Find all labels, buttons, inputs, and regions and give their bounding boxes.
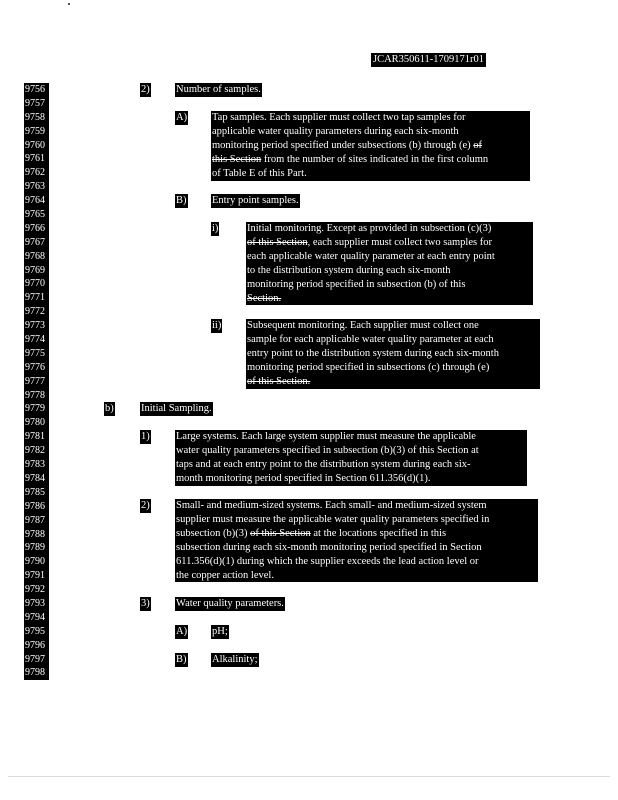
struck-text: of this Section (247, 236, 308, 248)
item-b1-line: month monitoring period specified in Section 611.356(d)(1). (176, 472, 431, 484)
line-number: 9793 (25, 597, 45, 609)
item-2Bi-label: i) (212, 223, 219, 234)
item-b2-line: subsection during each six-month monitoring period specified in Section (176, 541, 482, 553)
item-b-heading: Initial Sampling. (141, 403, 212, 414)
item-b1-label: 1) (141, 431, 150, 442)
line-number: 9765 (25, 209, 45, 221)
line-number: 9774 (25, 334, 45, 346)
item-2A-line: monitoring period specified under subsections (b) through (e) of (212, 139, 483, 151)
line-number: 9762 (25, 167, 45, 179)
item-b2-line: Small- and medium-sized systems. Each small- and medium-sized system (176, 500, 487, 511)
item-b2-line: subsection (b)(3) of this Section at the locations specified in this (176, 527, 447, 539)
line-number: 9767 (25, 236, 45, 248)
line-number: 9759 (25, 125, 45, 137)
item-2Bi-line: Initial monitoring. Except as provided in subsection (c)(3) (247, 223, 492, 234)
line-number: 9796 (25, 639, 45, 651)
line-number: 9777 (25, 375, 45, 387)
item-b3-label: 3) (141, 598, 150, 609)
line-number: 9776 (25, 361, 45, 373)
line-number: 9788 (25, 528, 45, 540)
item-2Bi-line: each applicable water quality parameter at each entry point (247, 250, 495, 262)
line-number: 9785 (25, 486, 45, 498)
item-2Bii-line: entry point to the distribution system during each six-month (247, 347, 499, 359)
line-number: 9769 (25, 264, 45, 276)
line-number: 9798 (25, 667, 45, 679)
item-2A-line: Tap samples. Each supplier must collect two tap samples for (212, 112, 466, 123)
line-number: 9794 (25, 611, 45, 623)
item-b1-line: water quality parameters specified in subsection (b)(3) of this Section at (176, 444, 479, 456)
item-b3-heading: Water quality parameters. (176, 598, 284, 609)
line-number: 9758 (25, 111, 45, 123)
page-bottom-rule (8, 776, 610, 777)
line-number: 9791 (25, 570, 45, 582)
item-b3B-text: Alkalinity; (212, 654, 258, 665)
item-b3B-label: B) (176, 654, 187, 665)
item-2Bi-line: to the distribution system during each six-month (247, 264, 451, 276)
line-number: 9781 (25, 431, 45, 443)
line-number: 9771 (25, 292, 45, 304)
item-b1-line: Large systems. Each large system supplier must measure the applicable (176, 431, 476, 442)
struck-text: of (473, 139, 483, 151)
line-number: 9766 (25, 222, 45, 234)
line-number: 9786 (25, 500, 45, 512)
line-number: 9764 (25, 195, 45, 207)
struck-text: this Section (212, 153, 262, 165)
line-number: 9792 (25, 584, 45, 596)
line-number: 9773 (25, 320, 45, 332)
line-number: 9772 (25, 306, 45, 318)
line-number: 9795 (25, 625, 45, 637)
item-2B-heading: Entry point samples. (212, 195, 299, 206)
item-2A-line: of Table E of this Part. (212, 167, 307, 179)
item-2Bii-line (247, 375, 539, 389)
item-2B-label: B) (176, 195, 187, 206)
struck-text: Section. (247, 292, 282, 304)
line-number: 9778 (25, 389, 45, 401)
item-2-heading: Number of samples. (176, 84, 261, 95)
struck-text: of this Section (250, 527, 311, 539)
line-number: 9775 (25, 347, 45, 359)
line-number: 9789 (25, 542, 45, 554)
item-b3A-text: pH; (212, 626, 228, 637)
item-b2-line: 611.356(d)(1) during which the supplier exceeds the lead action level or (176, 555, 479, 567)
document-id-header: JCAR350611-1709171r01 (373, 54, 485, 65)
line-number: 9787 (25, 514, 45, 526)
item-b2-label: 2) (141, 500, 150, 511)
line-number: 9784 (25, 472, 45, 484)
item-2A-line: applicable water quality parameters during each six-month (212, 125, 459, 137)
line-number: 9779 (25, 403, 45, 415)
item-2Bii-label: ii) (212, 320, 222, 331)
line-number: 9756 (25, 84, 45, 95)
scan-speck (68, 3, 70, 5)
line-number: 9768 (25, 250, 45, 262)
item-2Bii-paragraph (246, 319, 540, 389)
item-b2-line: supplier must measure the applicable water quality parameters specified in (176, 513, 490, 525)
line-number: 9783 (25, 459, 45, 471)
struck-text: of this Section. (247, 375, 311, 387)
line-number: 9757 (25, 97, 45, 109)
item-2-label: 2) (141, 84, 150, 95)
item-2A-line: this Section from the number of sites indicated in the first column (212, 153, 489, 165)
item-b2-line: the copper action level. (176, 569, 274, 581)
item-b-label: b) (105, 403, 114, 414)
line-number: 9760 (25, 139, 45, 151)
line-number: 9782 (25, 445, 45, 457)
item-b1-paragraph (175, 430, 527, 486)
line-number: 9797 (25, 653, 45, 665)
line-number: 9790 (25, 556, 45, 568)
line-number-column (24, 83, 49, 680)
item-b3A-label: A) (176, 626, 188, 637)
item-2Bi-line (247, 292, 532, 306)
item-2Bii-line: monitoring period specified in subsections (c) through (e) (247, 361, 490, 373)
line-number: 9763 (25, 181, 45, 193)
line-number: 9761 (25, 153, 45, 165)
item-2A-label: A) (176, 112, 188, 123)
line-number: 9770 (25, 278, 45, 290)
item-b1-line: taps and at each entry point to the distribution system during each six- (176, 458, 471, 470)
item-2Bi-line: of this Section, each supplier must collect two samples for (247, 236, 492, 248)
item-2Bi-line: monitoring period specified in subsection (b) of this (247, 278, 466, 290)
item-2Bii-line: sample for each applicable water quality parameter at each (247, 333, 494, 345)
line-number: 9780 (25, 417, 45, 429)
item-b2-paragraph (175, 499, 538, 582)
item-2Bi-paragraph (246, 222, 533, 305)
item-2A-paragraph (211, 111, 530, 181)
item-2Bii-line: Subsequent monitoring. Each supplier must collect one (247, 320, 479, 331)
